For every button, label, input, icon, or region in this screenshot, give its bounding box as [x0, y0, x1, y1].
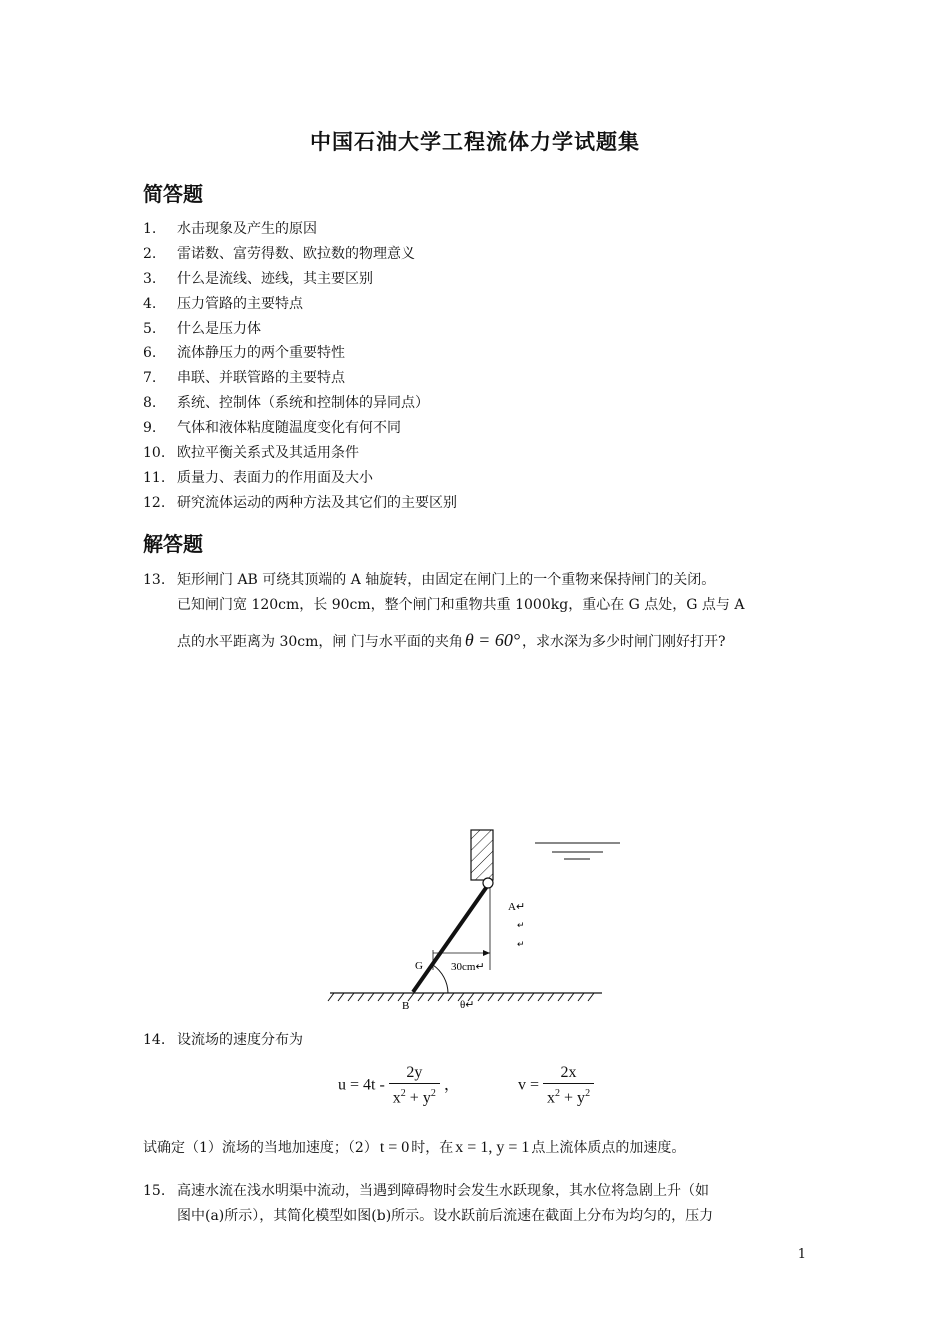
q14-line1: 14. 设流场的速度分布为 — [143, 1032, 303, 1048]
velocity-v-equation: v = $\frac{2x}{x^2 + y^2}$ — [518, 1063, 598, 1108]
q13-line2: 已知闸门宽 120cm，长 90cm，整个闸门和重物共重 1000kg，重心在 G 点处，G 点与 A — [177, 597, 745, 613]
list-item: 1. 水击现象及产生的原因 — [143, 221, 317, 237]
gate-ab — [413, 885, 488, 992]
fixed-wall — [471, 830, 493, 880]
list-item: 3. 什么是流线、迹线，其主要区别 — [143, 270, 373, 287]
list-item: 9. 气体和液体粘度随温度变化有何不同 — [143, 420, 401, 437]
q13-line1: 13. 矩形闸门 AB 可绕其顶端的 A 轴旋转，由固定在闸门上的一个重物来保持闸门的关闭。 — [143, 572, 716, 588]
short-answer-list — [143, 217, 843, 516]
arrowhead-right — [483, 950, 490, 956]
list-item: 7. 串联、并联管路的主要特点 — [143, 370, 345, 387]
list-item: 2. 雷诺数、富劳得数、欧拉数的物理意义 — [143, 245, 415, 262]
hinge-a — [483, 878, 493, 888]
v-fraction: $\frac{2x}{x^2 + y^2}$ — [543, 1063, 594, 1108]
document-title: 中国石油大学工程流体力学试题集 — [310, 130, 640, 154]
label-newline-1: ↵ — [517, 920, 525, 930]
angle-arc — [433, 965, 448, 993]
label-theta: θ↵ — [460, 999, 475, 1011]
gate-figure — [320, 820, 620, 1020]
label-dist: 30cm↵ — [451, 961, 485, 973]
theta-equation: θ = 60° — [464, 630, 521, 650]
q15-line1: 15. 高速水流在浅水明渠中流动，当遇到障碍物时会发生水跃现象，其水位将急剧上升（如 — [143, 1183, 709, 1199]
label-newline-2: ↵ — [517, 939, 525, 949]
list-item: 8. 系统、控制体（系统和控制体的异同点） — [143, 395, 429, 412]
section-heading-short-answer: 简答题 — [143, 182, 203, 206]
q14-question: 试确定（1）流场的当地加速度；（2） t = 0 时，在 x = 1, y = 1 点上流体质点的加速度。 — [143, 1139, 686, 1156]
u-fraction: $\frac{2y}{x^2 + y^2}$ — [389, 1063, 440, 1108]
velocity-u-equation: u = 4t - $\frac{2y}{x^2 + y^2}$ ， — [338, 1064, 460, 1107]
label-g: G — [415, 960, 423, 972]
list-item: 4. 压力管路的主要特点 — [143, 295, 303, 312]
label-b: B — [402, 1000, 410, 1012]
section-heading-solve: 解答题 — [143, 532, 203, 556]
list-item: 10. 欧拉平衡关系式及其适用条件 — [143, 445, 359, 462]
list-item: 6. 流体静压力的两个重要特性 — [143, 345, 345, 362]
list-item: 11. 质量力、表面力的作用面及大小 — [143, 469, 373, 486]
q15-line2: 图中(a)所示），其简化模型如图(b)所示。设水跃前后流速在截面上分布为均匀的，压力 — [177, 1208, 714, 1224]
list-item: 5. 什么是压力体 — [143, 320, 261, 337]
list-item: 12. 研究流体运动的两种方法及其它们的主要区别 — [143, 494, 457, 511]
q13-line3: 点的水平距离为 30cm，闸 门与水平面的夹角 θ = 60° ，求水深为多少时闸门刚好打开? — [177, 630, 726, 650]
label-a: A↵ — [508, 901, 526, 913]
page-number: 1 — [797, 1247, 806, 1262]
